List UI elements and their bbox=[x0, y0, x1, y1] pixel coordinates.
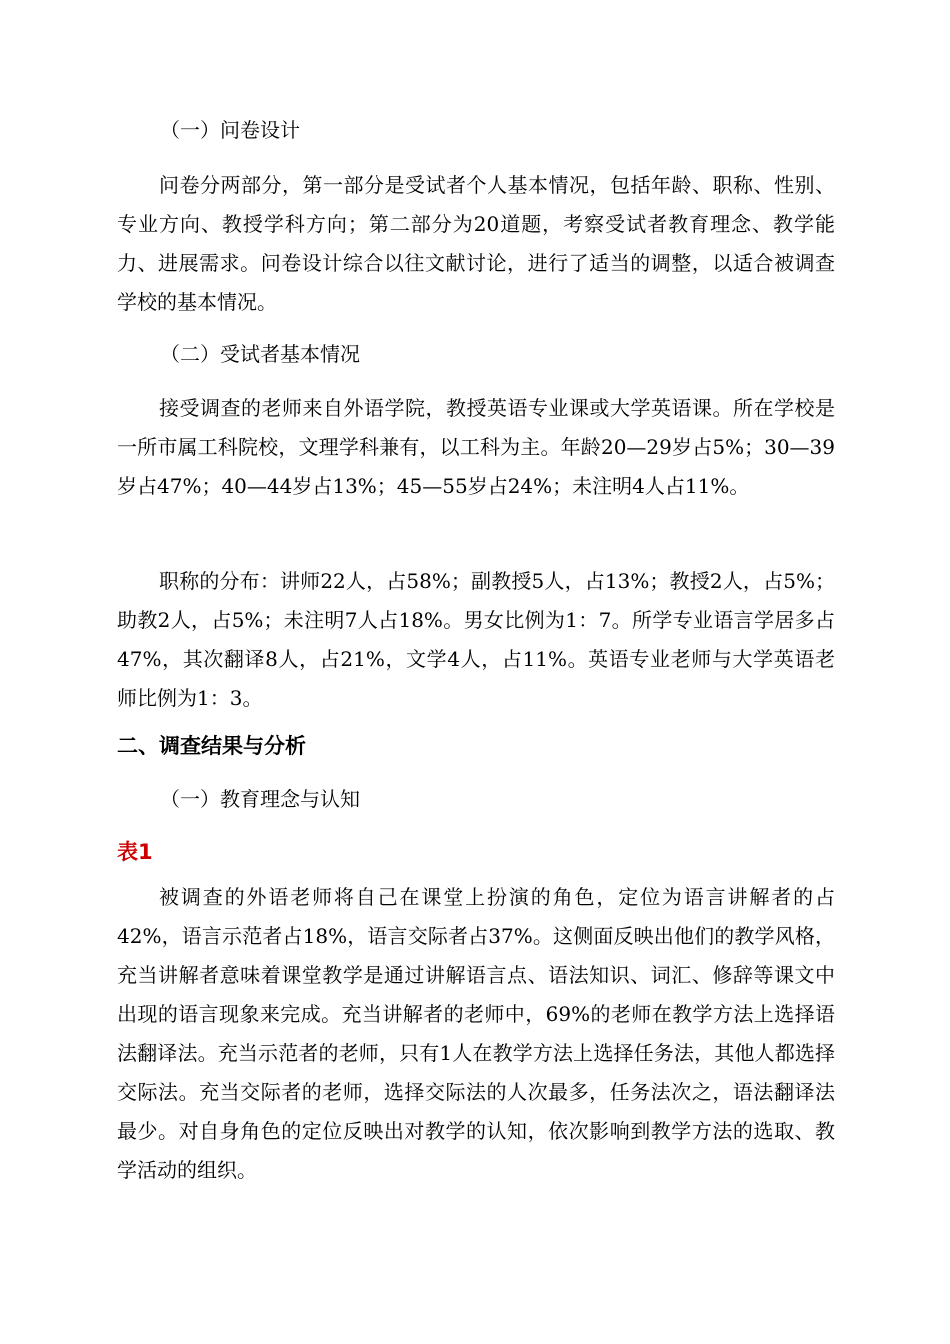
results-heading: 二、调查结果与分析 bbox=[117, 734, 306, 758]
questionnaire-design-paragraph: 问卷分两部分，第一部分是受试者个人基本情况，包括年龄、职称、性别、专业方向、教授学科方向；第二部分为20道题，考察受试者教育理念、教学能力、进展需求。问卷设计综合以往文献讨论，进行了适当的调整，以适合被调查学校的基本情况。 bbox=[117, 173, 835, 314]
table-label: 表1 bbox=[117, 840, 153, 864]
concept-paragraph: 被调查的外语老师将自己在课堂上扮演的角色，定位为语言讲解者的占42%，语言示范者占18%，语言交际者占37%。这侧面反映出他们的教学风格，充当讲解者意味着课堂教学是通过讲解语言点、语法知识、词汇、修辞等课文中出现的语言现象来完成。充当讲解者的老师中，69%的老师在教学方法上选择语法翻译法。充当示范者的老师，只有1人在教学方法上选择任务法，其他人都选择交际法。充当交际者的老师，选择交际法的人次最多，任务法次之，语法翻译法最少。对自身角色的定位反映出对教学的认知，依次影响到教学方法的选取、教学活动的组织。 bbox=[117, 885, 835, 1182]
subject-info-paragraph: 接受调查的老师来自外语学院，教授英语专业课或大学英语课。所在学校是一所市属工科院校，文理学科兼有，以工科为主。年龄20—29岁占5%；30—39岁占47%；40—44岁占13%；45—55岁占24%；未注明4人占11%。 bbox=[117, 396, 835, 498]
title-distribution-paragraph: 职称的分布：讲师22人，占58%；副教授5人，占13%；教授2人，占5%；助教2人，占5%；未注明7人占18%。男女比例为1：7。所学专业语言学居多占47%，其次翻译8人，占21%，文学4人，占11%。英语专业老师与大学英语老师比例为1：3。 bbox=[117, 569, 835, 710]
concept-heading: （一）教育理念与认知 bbox=[160, 787, 360, 811]
subject-info-heading: （二）受试者基本情况 bbox=[160, 342, 360, 366]
questionnaire-design-heading: （一）问卷设计 bbox=[160, 118, 300, 142]
